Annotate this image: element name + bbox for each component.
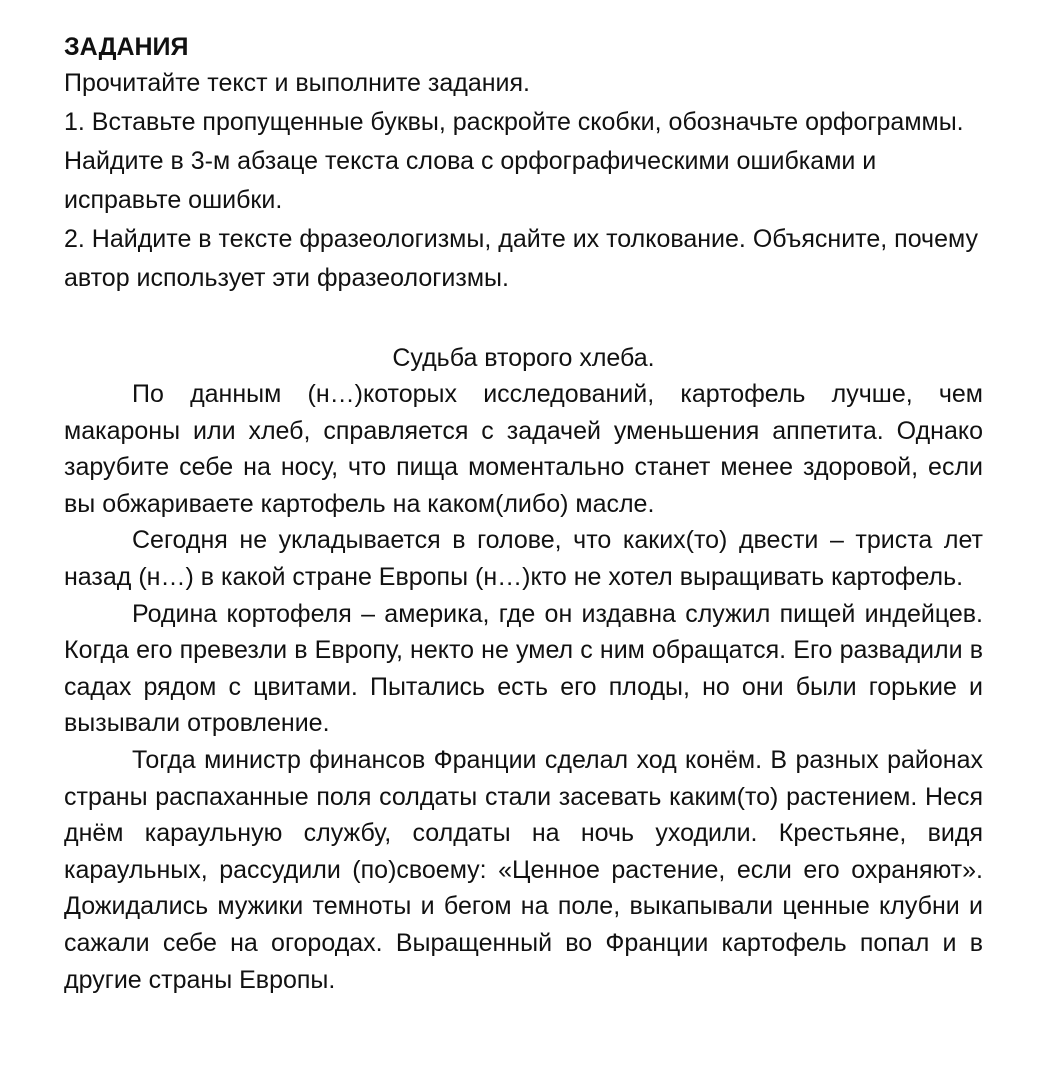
story-title: Судьба второго хлеба. xyxy=(392,344,655,372)
story-paragraph-2: Сегодня не укладывается в голове, что каких(то) двести – триста лет назад (н…) в какой стране Европы (н…)кто не хотел выращивать картофель. xyxy=(64,526,983,591)
story-paragraph-3: Родина кортофеля – америка, где он издавна служил пищей индейцев. Когда его превезли в Европу, некто не умел с ним обращатся. Его развадили в садах рядом с цвитами. Пытались есть его плоды, но они были горькие и вызывали отровление. xyxy=(64,599,983,738)
story-paragraph-1: По данным (н…)которых исследований, картофель лучше, чем макароны или хлеб, справляется с задачей уменьшения аппетита. Однако зарубите себе на носу, что пища моментально станет менее здоровой, если вы обжариваете картофель на каком(либо) масле. xyxy=(64,380,983,518)
task-intro: Прочитайте текст и выполните задания. xyxy=(64,69,531,97)
task-block xyxy=(64,64,983,298)
story-paragraph-4: Тогда министр финансов Франции сделал ход конём. В разных районах страны распаханные поля солдаты стали засевать каким(то) растением. Неся днём караульную службу, солдаты на ночь уходили. Крестьяне, видя караульных, рассудили (по)своему: «Ценное растение, если его охраняют». Дожидались мужики темноты и бегом на поле, выкапывали ценные клубни и сажали себе на огородах. Выращенный во Франции картофель попал и в другие страны Европы. xyxy=(64,745,983,994)
assignment-heading: ЗАДАНИЯ xyxy=(64,33,189,61)
task-item-2: 2. Найдите в тексте фразеологизмы, дайте их толкование. Объясните, почему автор использует эти фразеологизмы. xyxy=(64,225,978,292)
task-item-1: 1. Вставьте пропущенные буквы, раскройте скобки, обозначьте орфограммы. Найдите в 3-м абзаце текста слова с орфографическими ошибками и исправьте ошибки. xyxy=(64,108,964,214)
story-section xyxy=(64,340,983,998)
